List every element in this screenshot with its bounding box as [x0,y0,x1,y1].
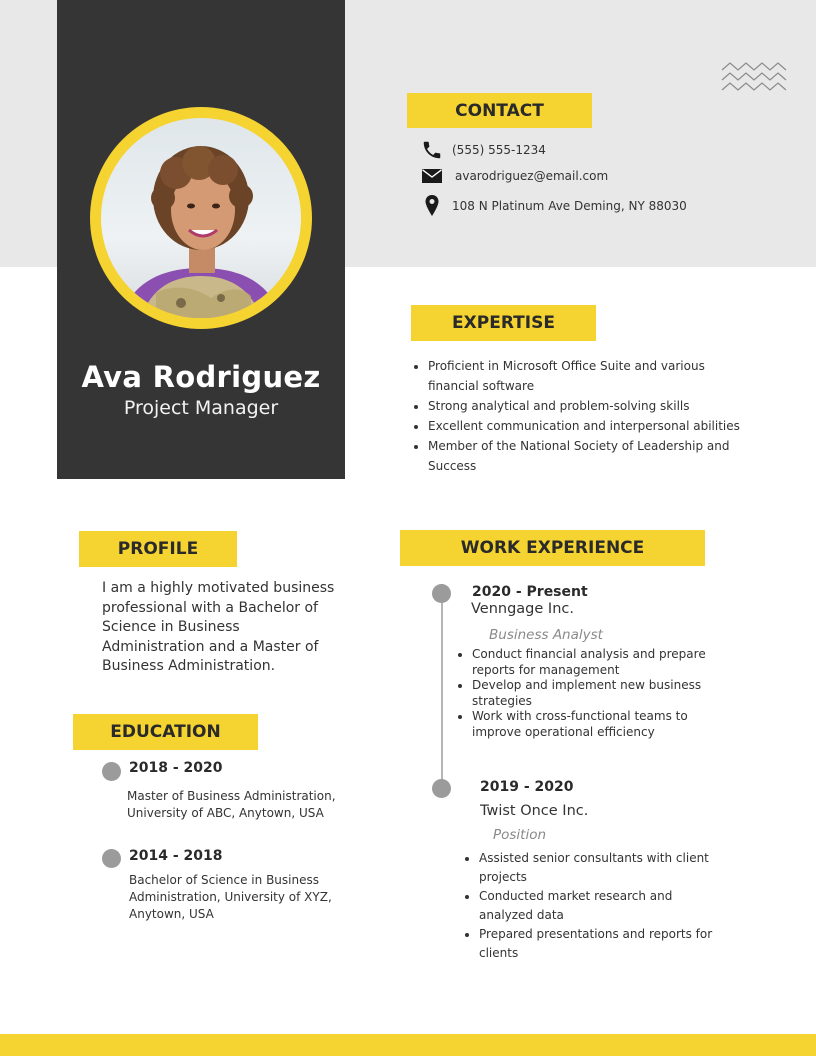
timeline-line [441,593,443,789]
education-description: Bachelor of Science in Business Administration, University of XYZ, Anytown, USA [129,873,332,921]
profile-heading: PROFILE [79,531,237,567]
expertise-heading: EXPERTISE [411,305,596,341]
contact-email [421,167,608,185]
expertise-item: • Strong analytical and problem-solving skills [428,396,755,416]
expertise-item: • Proficient in Microsoft Office Suite and various financial software [428,356,755,396]
education-years: 2014 - 2018 [129,848,223,864]
envelope-icon [421,167,443,185]
phone-text: (555) 555-1234 [452,143,546,157]
timeline-dot [432,779,451,798]
duty-item: • Develop and implement new business strategies [472,678,724,709]
job-company: Venngage Inc. [471,601,574,617]
timeline-dot [102,762,121,781]
duty-item: • Conducted market research and analyzed data [479,887,716,925]
profile-text: I am a highly motivated business professional with a Bachelor of Science in Business Administration and a Master of Business Administration. [102,580,335,674]
person-title: Project Manager [123,397,279,419]
job-years: 2020 - Present [472,584,588,600]
expertise-list [410,356,755,476]
job-company: Twist Once Inc. [480,803,589,819]
timeline-dot [432,584,451,603]
contact-phone [421,139,546,161]
education-description: Master of Business Administration, University of ABC, Anytown, USA [127,789,336,820]
phone-icon [421,139,443,161]
job-duties [461,849,716,963]
job-position: Business Analyst [489,627,603,643]
job-duties [454,647,724,740]
job-position: Position [493,827,547,843]
zigzag-lines-icon [720,60,790,98]
timeline-dot [102,849,121,868]
address-text: 108 N Platinum Ave Deming, NY 88030 [452,199,687,213]
contact-address [421,194,687,218]
avatar-photo [101,118,301,318]
education-years: 2018 - 2020 [129,760,223,776]
duty-item: • Assisted senior consultants with client projects [479,849,716,887]
expertise-item: • Member of the National Society of Leadership and Success [428,436,755,476]
contact-heading: CONTACT [407,93,592,128]
avatar [90,107,312,329]
duty-item: • Work with cross-functional teams to improve operational efficiency [472,709,724,740]
duty-item: • Conduct financial analysis and prepare reports for management [472,647,724,678]
map-pin-icon [421,194,443,218]
email-text: avarodriguez@email.com [455,169,609,183]
work-experience-heading: WORK EXPERIENCE [400,530,705,566]
expertise-item: • Excellent communication and interpersonal abilities [428,416,755,436]
footer-bar [0,1034,816,1056]
duty-item: • Prepared presentations and reports for clients [479,925,716,963]
job-years: 2019 - 2020 [480,779,574,795]
education-heading: EDUCATION [73,714,258,750]
person-name: Ava Rodriguez [81,360,321,394]
